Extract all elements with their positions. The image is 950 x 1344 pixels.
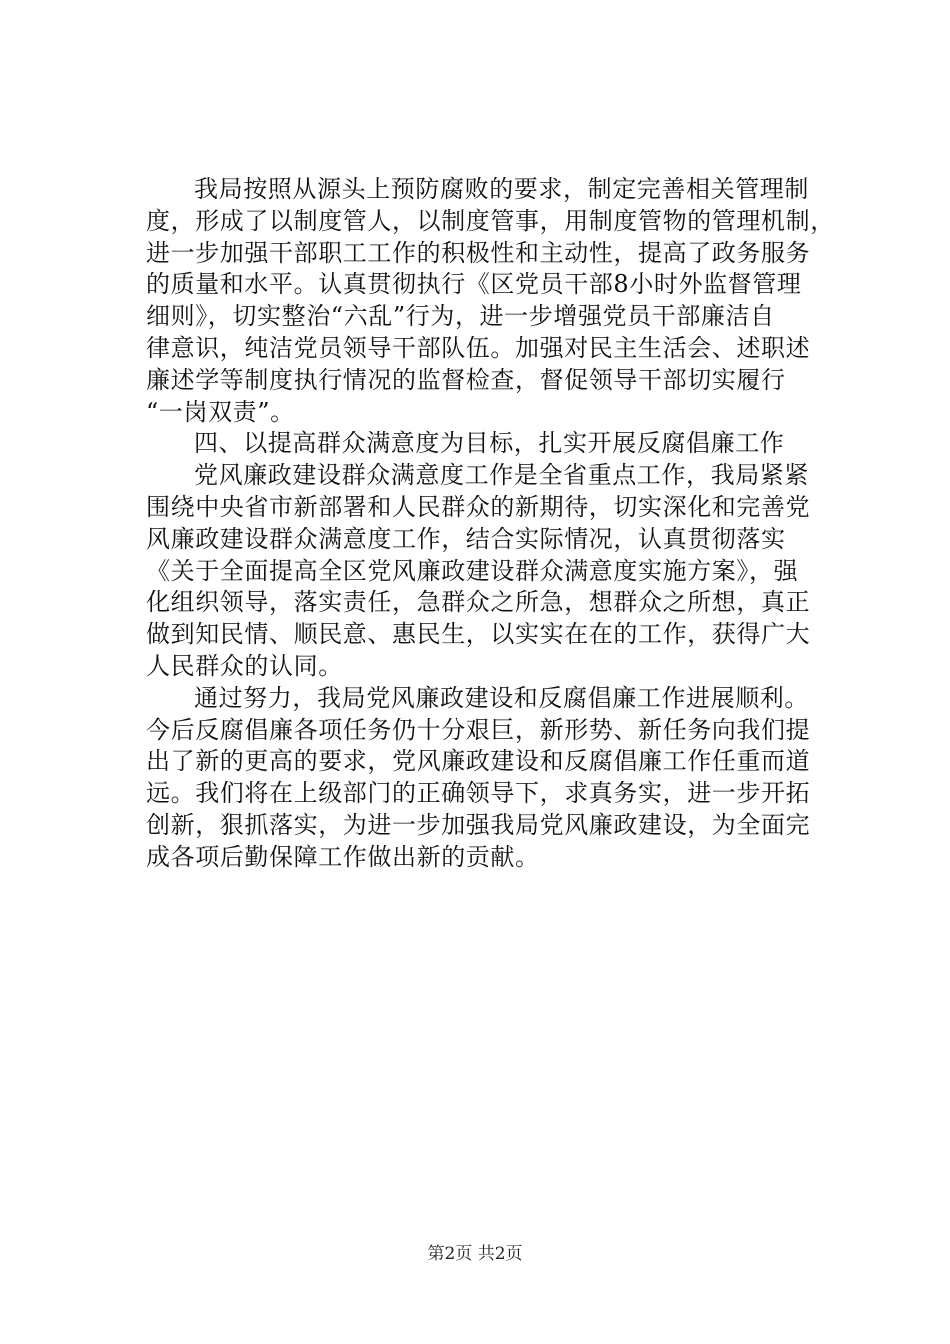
- text-line: 今后反腐倡廉各项任务仍十分艰巨，新形势、新任务向我们提: [146, 715, 811, 744]
- section-heading: 四、以提高群众满意度为目标，扎实开展反腐倡廉工作: [194, 429, 785, 458]
- document-body: [146, 174, 835, 874]
- text-line: 进一步加强干部职工工作的积极性和主动性，提高了政务服务: [146, 238, 811, 267]
- text-line: 创新，狠抓落实，为进一步加强我局党风廉政建设，为全面完: [146, 810, 811, 839]
- text-line: 的质量和水平。认真贯彻执行《区党员干部8小时外监督管理: [146, 270, 802, 299]
- text-line: 细则》，切实整治“六乱”行为，进一步增强党员干部廉洁自: [146, 302, 775, 331]
- text-line: “一岗双责”。: [146, 397, 295, 426]
- text-line: 廉述学等制度执行情况的监督检查，督促领导干部切实履行: [146, 365, 786, 394]
- text-line: 《关于全面提高全区党风廉政建设群众满意度实施方案》，强: [146, 556, 799, 585]
- page-number-footer: 第2页 共2页: [427, 1244, 523, 1264]
- text-line: 风廉政建设群众满意度工作，结合实际情况，认真贯彻落实: [146, 524, 786, 553]
- text-line: 律意识，纯洁党员领导干部队伍。加强对民主生活会、述职述: [146, 333, 811, 362]
- text-line: 我局按照从源头上预防腐败的要求，制定完善相关管理制: [194, 175, 809, 203]
- paragraph-satisfaction-work: [146, 460, 810, 683]
- text-line: 度，形成了以制度管人，以制度管事，用制度管物的管理机制，: [146, 206, 835, 235]
- text-line: 做到知民情、顺民意、惠民生，以实实在在的工作，获得广大: [146, 620, 811, 649]
- text-line: 出了新的更高的要求，党风廉政建设和反腐倡廉工作任重而道: [146, 747, 811, 776]
- text-line: 远。我们将在上级部门的正确领导下，求真务实，进一步开拓: [146, 779, 811, 808]
- text-line: 党风廉政建设群众满意度工作是全省重点工作，我局紧紧: [194, 461, 809, 490]
- text-line: 人民群众的认同。: [146, 651, 343, 680]
- text-line: 化组织领导，落实责任，急群众之所急，想群众之所想，真正: [146, 588, 811, 617]
- text-line: 围绕中央省市新部署和人民群众的新期待，切实深化和完善党: [146, 492, 811, 521]
- paragraph-institution-building: [146, 174, 835, 428]
- text-line: 通过努力，我局党风廉政建设和反腐倡廉工作进展顺利。: [194, 683, 809, 712]
- text-line: 成各项后勤保障工作做出新的贡献。: [146, 842, 540, 871]
- paragraph-conclusion: [146, 683, 810, 874]
